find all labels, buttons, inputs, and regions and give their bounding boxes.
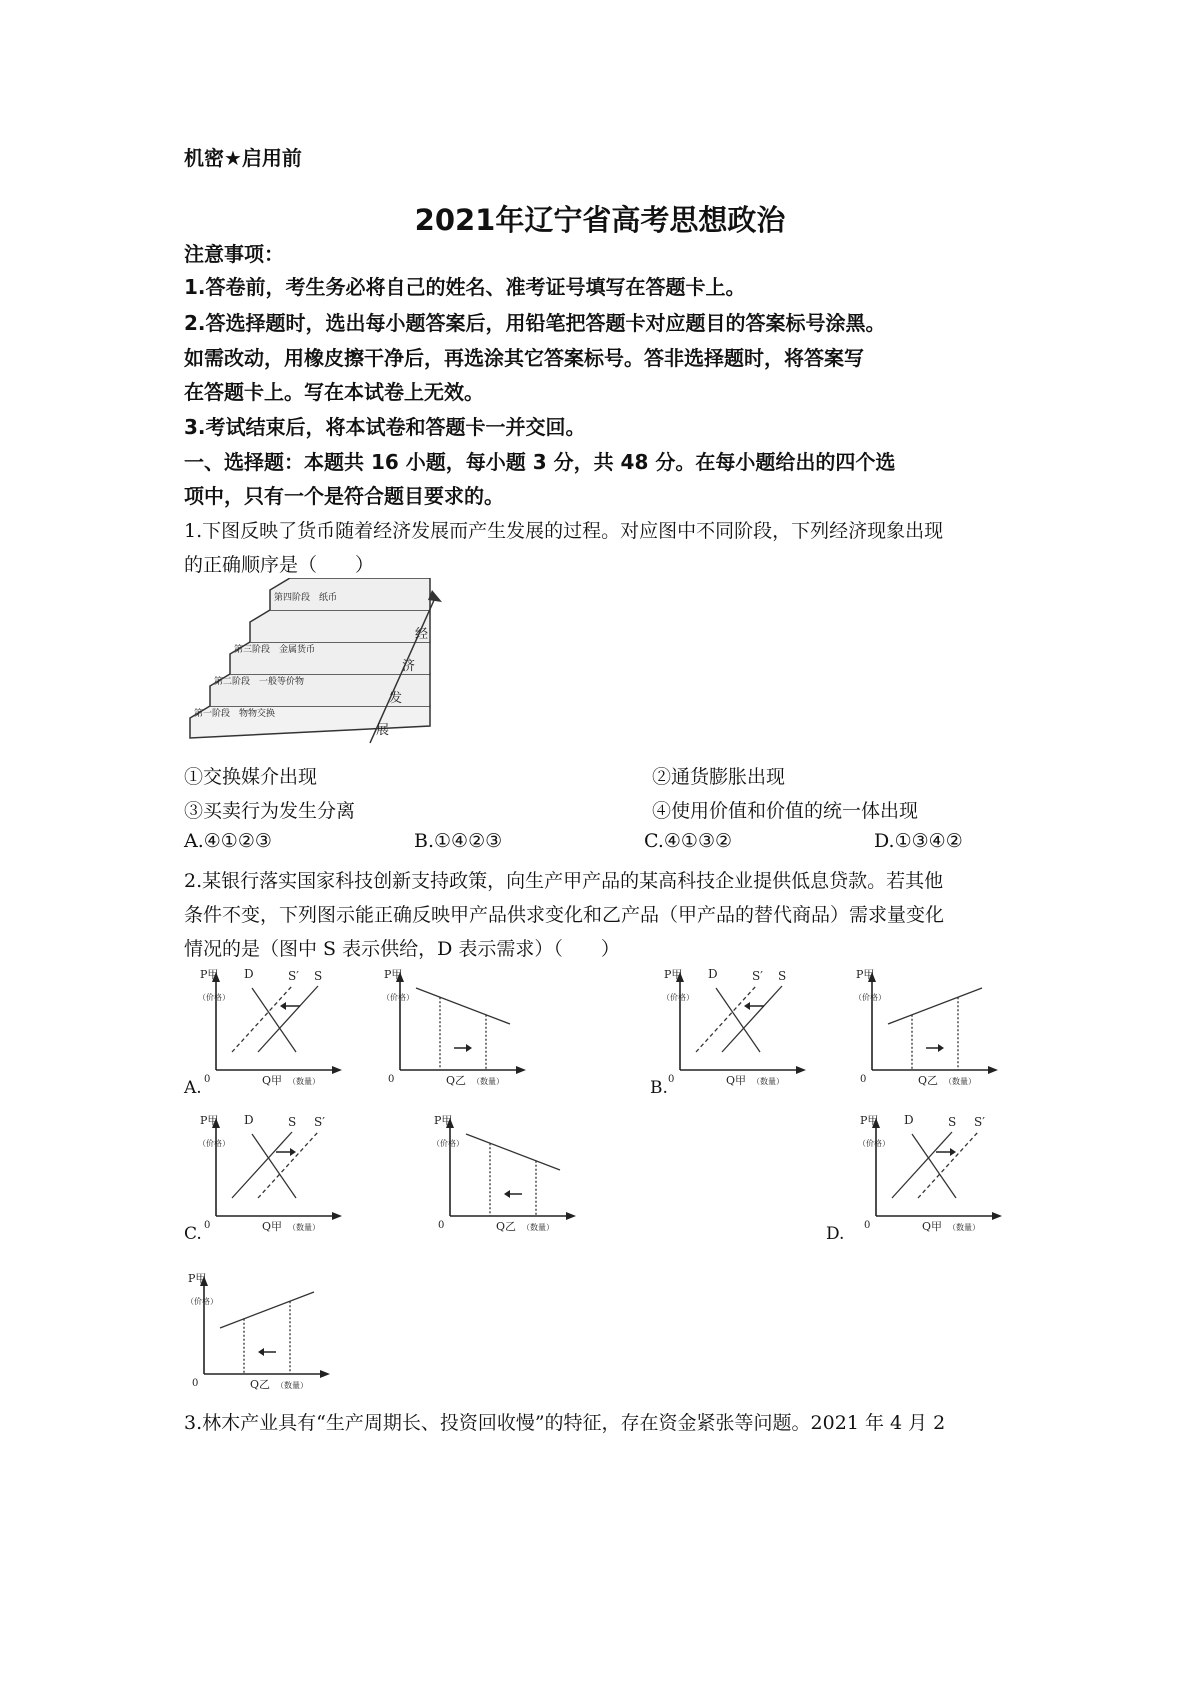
graph-d-supply-demand: [856, 1112, 1006, 1232]
notice-item-3: 3.考试结束后，将本试卷和答题卡一并交回。: [184, 415, 586, 439]
x-axis-label: Q乙: [918, 1074, 939, 1086]
shift-arrow-head: [744, 1002, 750, 1010]
origin-label: 0: [204, 1220, 211, 1231]
stairs-step3-label: 第三阶段 金属货币: [234, 645, 316, 655]
supply-curve: [232, 1132, 292, 1198]
shift-arrow-head: [466, 1044, 472, 1052]
y-axis-label: P甲: [200, 1114, 219, 1127]
x-axis-unit: （数量）: [472, 1077, 504, 1086]
section-heading-line2: 项中，只有一个是符合题目要求的。: [184, 484, 504, 508]
q1-item-1: ①交换媒介出现: [184, 766, 318, 788]
x-axis-label: Q乙: [496, 1220, 517, 1232]
y-axis-unit: （价格）: [198, 993, 230, 1002]
shifted-supply-label: S′: [288, 969, 299, 983]
origin-label: 0: [438, 1220, 445, 1231]
x-axis-label: Q甲: [262, 1220, 283, 1232]
graph-b-substitute-demand: [852, 966, 1002, 1086]
y-axis-unit: （价格）: [382, 993, 414, 1002]
origin-label: 0: [192, 1378, 199, 1389]
origin-label: 0: [388, 1074, 395, 1085]
shifted-supply-curve: [232, 986, 292, 1052]
demand-curve: [912, 1134, 956, 1198]
q2-option-b-label: B.: [650, 1078, 668, 1098]
graph-b-supply-demand: [660, 966, 810, 1086]
x-axis-label: Q甲: [726, 1074, 747, 1086]
q1-option-c: C.④①③②: [644, 830, 733, 852]
origin-label: 0: [864, 1220, 871, 1231]
stairs-step4-label: 第四阶段 纸币: [274, 593, 338, 603]
demand-curve: [888, 988, 982, 1024]
stairs-arrow-char-4: 展: [376, 723, 390, 738]
x-axis-label: Q甲: [262, 1074, 283, 1086]
shifted-supply-curve: [918, 1132, 978, 1198]
notice-item-2: 2.答选择题时，选出每小题答案后，用铅笔把答题卡对应题目的答案标号涂黑。: [184, 311, 886, 335]
q1-option-b: B.①④②③: [414, 830, 503, 852]
graph-a-supply-demand: [196, 966, 346, 1086]
stairs-step2-label: 第二阶段 一般等价物: [214, 677, 305, 687]
y-axis-unit: （价格）: [858, 1139, 890, 1148]
supply-label: S: [778, 969, 787, 983]
demand-label: D: [708, 967, 718, 981]
origin-label: 0: [668, 1074, 675, 1085]
x-axis-arrow: [796, 1066, 806, 1074]
origin-label: 0: [860, 1074, 867, 1085]
shift-arrow-head: [938, 1044, 944, 1052]
shift-arrow-head: [258, 1348, 264, 1356]
notice-item-1: 1.答卷前，考生务必将自己的姓名、准考证号填写在答题卡上。: [184, 275, 746, 299]
x-axis-label: Q乙: [446, 1074, 467, 1086]
q2-option-a-label: A.: [184, 1078, 202, 1098]
x-axis-label: Q甲: [922, 1220, 943, 1232]
y-axis-label: P甲: [434, 1114, 453, 1127]
y-axis-label: P甲: [200, 968, 219, 981]
x-axis-arrow: [566, 1212, 576, 1220]
x-axis-unit: （数量）: [948, 1223, 980, 1232]
y-axis-label: P甲: [188, 1272, 207, 1285]
supply-label: S: [948, 1115, 957, 1129]
stairs-arrow-char-3: 发: [389, 691, 403, 706]
graph-c-substitute-demand: [430, 1112, 580, 1232]
y-axis-unit: （价格）: [186, 1297, 218, 1306]
shift-arrow-head: [280, 1002, 286, 1010]
y-axis-label: P甲: [856, 968, 875, 981]
q1-item-2: ②通货膨胀出现: [652, 766, 786, 788]
x-axis-label: Q乙: [250, 1378, 271, 1390]
y-axis-unit: （价格）: [198, 1139, 230, 1148]
q2-stem-line3: 情况的是（图中 S 表示供给，D 表示需求）（ ）: [184, 938, 620, 960]
x-axis-arrow: [320, 1370, 330, 1378]
x-axis-unit: （数量）: [522, 1223, 554, 1232]
y-axis-label: P甲: [384, 968, 403, 981]
shift-arrow-head: [504, 1190, 510, 1198]
q2-option-d-label: D.: [826, 1224, 845, 1244]
demand-curve: [466, 1134, 560, 1170]
q2-stem-line2: 条件不变，下列图示能正确反映甲产品供求变化和乙产品（甲产品的替代商品）需求量变化: [184, 904, 945, 926]
supply-curve: [258, 986, 318, 1052]
supply-curve: [892, 1132, 952, 1198]
x-axis-arrow: [516, 1066, 526, 1074]
q1-item-3: ③买卖行为发生分离: [184, 800, 356, 822]
y-axis-unit: （价格）: [662, 993, 694, 1002]
q1-option-a: A.④①②③: [184, 830, 272, 852]
confidential-mark: 机密★启用前: [184, 146, 302, 170]
y-axis-label: P甲: [860, 1114, 879, 1127]
shifted-supply-label: S′: [974, 1115, 985, 1129]
shifted-supply-label: S′: [314, 1115, 325, 1129]
q2-option-c-label: C.: [184, 1224, 202, 1244]
notice-item-2-cont2: 在答题卡上。写在本试卷上无效。: [184, 380, 484, 404]
page-title: 2021年辽宁省高考思想政治: [414, 203, 786, 237]
notice-heading: 注意事项：: [184, 242, 284, 266]
y-axis-label: P甲: [664, 968, 683, 981]
supply-label: S: [314, 969, 323, 983]
demand-curve: [716, 988, 760, 1052]
demand-label: D: [904, 1113, 914, 1127]
x-axis-unit: （数量）: [944, 1077, 976, 1086]
y-axis-unit: （价格）: [854, 993, 886, 1002]
q1-item-4: ④使用价值和价值的统一体出现: [652, 800, 919, 822]
graph-c-supply-demand: [196, 1112, 346, 1232]
y-axis-unit: （价格）: [432, 1139, 464, 1148]
shift-arrow-head: [290, 1148, 296, 1156]
graph-d-substitute-demand: [184, 1270, 334, 1390]
supply-curve: [722, 986, 782, 1052]
supply-label: S: [288, 1115, 297, 1129]
q2-stem-line1: 2.某银行落实国家科技创新支持政策，向生产甲产品的某高科技企业提供低息贷款。若其他: [184, 870, 944, 892]
x-axis-arrow: [988, 1066, 998, 1074]
origin-label: 0: [204, 1074, 211, 1085]
shift-arrow-head: [950, 1148, 956, 1156]
shifted-supply-label: S′: [752, 969, 763, 983]
demand-curve: [252, 1134, 296, 1198]
demand-label: D: [244, 967, 254, 981]
q1-option-d: D.①③④②: [874, 830, 963, 852]
demand-curve: [220, 1292, 314, 1328]
demand-curve: [416, 988, 510, 1024]
q3-stem-line1: 3.林木产业具有“生产周期长、投资回收慢”的特征，存在资金紧张等问题。2021 年 4 月 2: [184, 1412, 946, 1434]
section-heading-line1: 一、选择题：本题共 16 小题，每小题 3 分，共 48 分。在每小题给出的四个选: [184, 450, 896, 474]
notice-item-2-cont: 如需改动，用橡皮擦干净后，再选涂其它答案标号。答非选择题时，将答案写: [184, 346, 864, 370]
x-axis-unit: （数量）: [276, 1381, 308, 1390]
graph-a-substitute-demand: [380, 966, 530, 1086]
x-axis-unit: （数量）: [288, 1077, 320, 1086]
q1-stem-line2: 的正确顺序是（ ）: [184, 554, 375, 576]
q1-stem-line1: 1.下图反映了货币随着经济发展而产生发展的过程。对应图中不同阶段，下列经济现象出现: [184, 520, 944, 542]
shifted-supply-curve: [258, 1132, 318, 1198]
stairs-arrow-char-2: 济: [402, 659, 416, 674]
x-axis-arrow: [332, 1212, 342, 1220]
x-axis-arrow: [992, 1212, 1002, 1220]
demand-label: D: [244, 1113, 254, 1127]
x-axis-unit: （数量）: [752, 1077, 784, 1086]
stairs-arrow-char-1: 经: [415, 627, 429, 642]
demand-curve: [252, 988, 296, 1052]
x-axis-unit: （数量）: [288, 1223, 320, 1232]
money-stairs-figure: [180, 578, 460, 748]
shifted-supply-curve: [696, 986, 756, 1052]
x-axis-arrow: [332, 1066, 342, 1074]
stairs-step1-label: 第一阶段 物物交换: [194, 709, 276, 719]
